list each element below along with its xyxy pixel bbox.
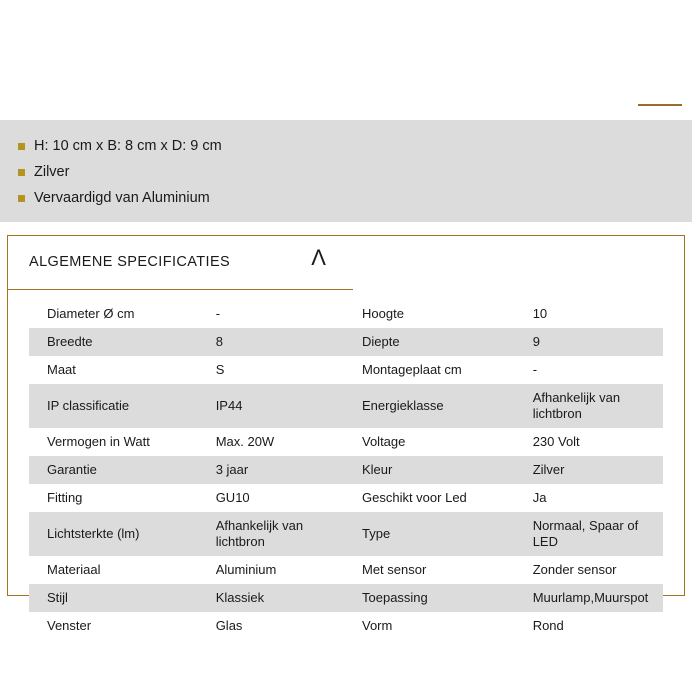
page-title: ALGEMENE SPECIFICATIES <box>29 254 231 270</box>
spec-value: - <box>215 306 221 321</box>
list-item <box>18 163 692 182</box>
spec-label: Type <box>346 512 527 556</box>
spec-label: Voltage <box>362 434 406 449</box>
table-row <box>346 556 663 584</box>
table-row <box>346 612 663 640</box>
square-bullet-icon <box>18 143 25 150</box>
table-row <box>29 512 346 556</box>
table-row <box>29 328 346 356</box>
table-row <box>29 384 346 428</box>
square-bullet-icon <box>18 195 25 202</box>
spec-value: Afhankelijk van lichtbron <box>210 512 346 556</box>
spec-value: Zonder sensor <box>532 562 617 577</box>
spec-label: Materiaal <box>47 562 101 577</box>
table-row <box>346 484 663 512</box>
spec-value: Normaal, Spaar of LED <box>527 512 663 556</box>
spec-value: Glas <box>215 618 243 633</box>
spec-value: 9 <box>527 328 663 356</box>
spec-label: Toepassing <box>346 584 527 612</box>
spec-label: Stijl <box>29 584 210 612</box>
spec-value: Rond <box>532 618 564 633</box>
table-row <box>346 456 663 484</box>
summary-bullet-text: H: 10 cm x B: 8 cm x D: 9 cm <box>34 138 222 154</box>
table-row <box>346 384 663 428</box>
spec-label: Vermogen in Watt <box>47 434 150 449</box>
summary-band <box>0 120 692 222</box>
spec-value: 3 jaar <box>210 456 346 484</box>
square-bullet-icon <box>18 169 25 176</box>
spec-label: Fitting <box>47 490 83 505</box>
specifications-tables <box>8 290 684 640</box>
spec-value: 10 <box>532 306 548 321</box>
spec-label: Energieklasse <box>346 384 527 428</box>
table-row <box>346 328 663 356</box>
list-item <box>18 189 692 208</box>
spec-table-right <box>346 300 663 640</box>
spec-value: Max. 20W <box>215 434 275 449</box>
spec-label: Kleur <box>346 456 527 484</box>
table-row <box>29 556 346 584</box>
spec-label: IP classificatie <box>29 384 210 428</box>
spec-label: Met sensor <box>362 562 427 577</box>
spec-value: Aluminium <box>215 562 277 577</box>
chevron-up-icon[interactable]: Λ <box>311 245 326 270</box>
table-row <box>346 428 663 456</box>
spec-value: Afhankelijk van lichtbron <box>527 384 663 428</box>
table-row <box>29 456 346 484</box>
table-row <box>29 300 346 328</box>
spec-value: Muurlamp,Muurspot <box>527 584 663 612</box>
spec-label: Vorm <box>362 618 393 633</box>
spec-table-left <box>29 300 346 640</box>
top-accent-line <box>638 104 682 106</box>
table-row <box>29 428 346 456</box>
spec-value: Ja <box>532 490 547 505</box>
list-item <box>18 137 692 156</box>
spec-value: Klassiek <box>210 584 346 612</box>
table-row <box>29 584 346 612</box>
spec-value: Zilver <box>527 456 663 484</box>
table-row <box>346 300 663 328</box>
spec-label: Maat <box>47 362 76 377</box>
spec-label: Geschikt voor Led <box>362 490 467 505</box>
spec-value: 8 <box>210 328 346 356</box>
summary-bullet-text: Vervaardigd van Aluminium <box>34 190 210 206</box>
spec-label: Breedte <box>29 328 210 356</box>
spec-label: Lichtsterkte (lm) <box>29 512 210 556</box>
spec-value: S <box>215 362 225 377</box>
spec-label: Diepte <box>346 328 527 356</box>
table-row <box>29 356 346 384</box>
spec-label: Diameter Ø cm <box>47 306 135 321</box>
table-row <box>29 612 346 640</box>
spec-label: Hoogte <box>362 306 404 321</box>
table-row <box>346 584 663 612</box>
table-row <box>346 356 663 384</box>
spec-label: Montageplaat cm <box>362 362 462 377</box>
table-row <box>29 484 346 512</box>
spec-value: GU10 <box>215 490 250 505</box>
table-row <box>346 512 663 556</box>
spec-value: IP44 <box>210 384 346 428</box>
summary-bullet-text: Zilver <box>34 164 70 180</box>
specifications-header[interactable] <box>8 236 353 290</box>
specifications-panel <box>7 235 685 633</box>
spec-label: Venster <box>47 618 92 633</box>
spec-value: - <box>532 362 538 377</box>
spec-value: 230 Volt <box>532 434 580 449</box>
spec-label: Garantie <box>29 456 210 484</box>
